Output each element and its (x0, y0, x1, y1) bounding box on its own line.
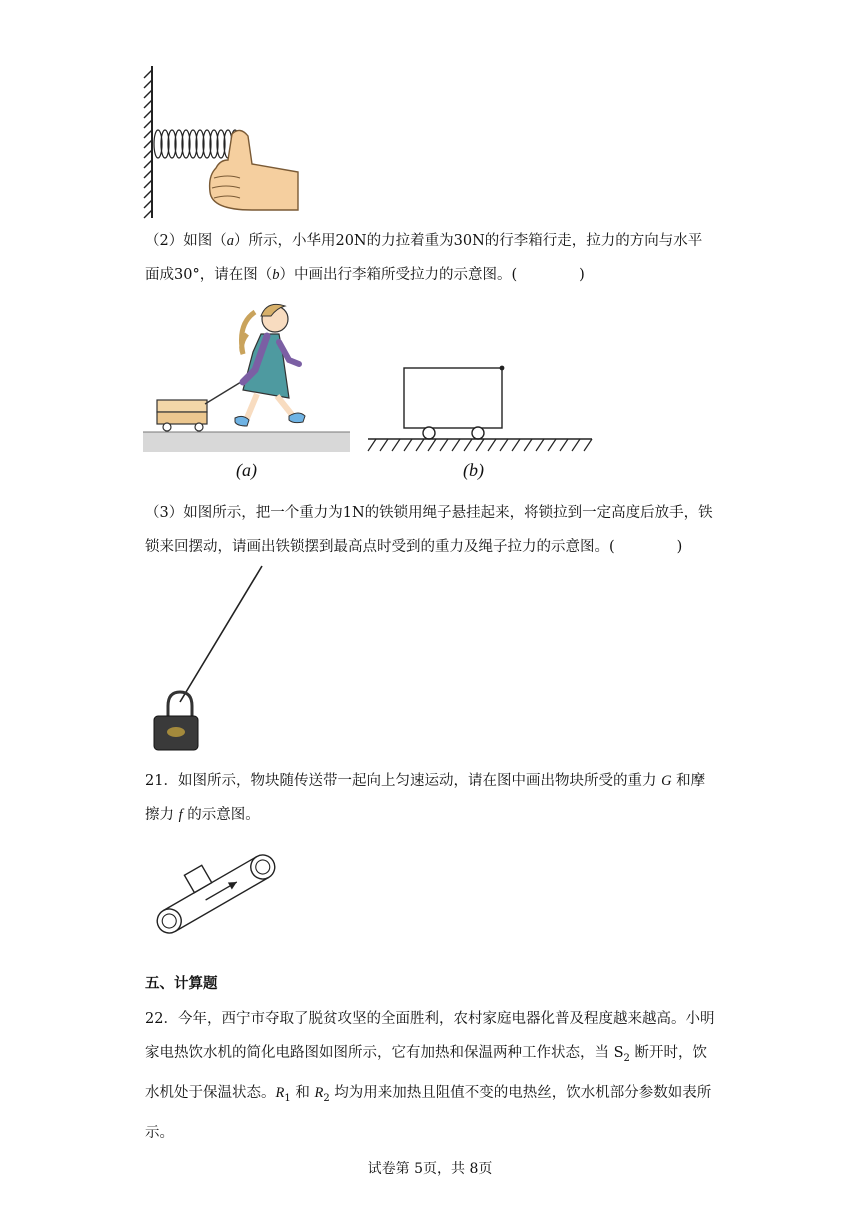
question-20-2: （2）如图（a）所示，小华用20N的力拉着重为30N的行李箱行走，拉力的方向与水平面成30°，请在图（b）中画出行李箱所受拉力的示意图。( ) (145, 233, 703, 283)
caption-b: (b) (463, 460, 484, 480)
hanging-padlock-figure (146, 562, 271, 754)
spring-hand-figure (140, 64, 305, 222)
section-title: 五、计算题 (145, 975, 218, 992)
conveyor-belt-figure (154, 848, 278, 940)
page-footer: 试卷第 5页，共 8页 (367, 1161, 493, 1177)
question-20-3: （3）如图所示，把一个重力为1N的铁锁用绳子悬挂起来，将锁拉到一定高度后放手，铁锁来回摆动，请画出铁锁摆到最高点时受到的重力及绳子拉力的示意图。( ) (145, 505, 713, 555)
question-21: 21．如图所示，物块随传送带一起向上匀速运动，请在图中画出物块所受的重力 G 和摩擦力 f 的示意图。 (145, 773, 706, 823)
box-on-ground-figure (362, 362, 597, 454)
girl-pulling-suitcase-figure (143, 294, 353, 459)
question-22: 22．今年，西宁市夺取了脱贫攻坚的全面胜利，农村家庭电器化普及程度越来越高。小明家电热饮水机的简化电路图如图所示，它有加热和保温两种工作状态，当 $S_2$ 断开时，饮水机处于保温状态。$R_1$ 和 $R_2$ 均为用来加热且阻值不变的电热丝，饮水机部分参数如表所示。 (145, 1011, 715, 1141)
caption-a: (a) (236, 460, 257, 480)
